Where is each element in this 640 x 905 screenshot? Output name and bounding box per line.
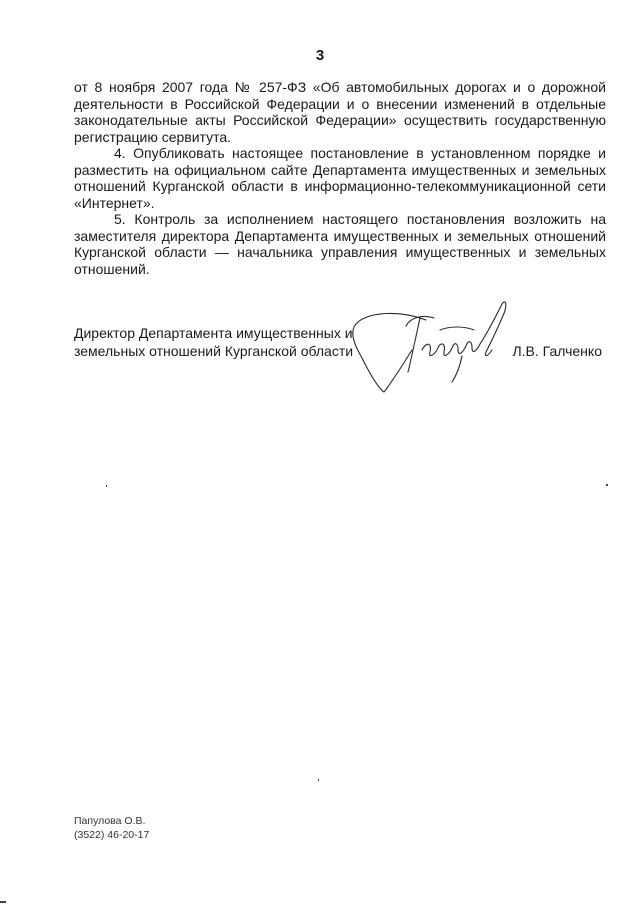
executor-name: Папулова О.В. xyxy=(74,815,146,827)
paragraph-control: 5. Контроль за исполнением настоящего постановления возложить на заместителя директора Департамента имущественных и земельных отношений Курганской области — начальника управления имущественных и земельных отношений. xyxy=(74,211,606,277)
executor-info xyxy=(74,814,149,842)
scan-speck xyxy=(106,485,107,487)
signatory-position xyxy=(74,324,353,360)
handwritten-signature xyxy=(340,296,510,406)
signer-name: Л.В. Галченко xyxy=(512,343,602,359)
page-number: 3 xyxy=(315,47,325,64)
scan-speck xyxy=(0,901,6,903)
paragraph-publish: 4. Опубликовать настоящее постановление в установленном порядке и разместить на официальном сайте Департамента имущественных и земельных отношений Курганской области в информационно-телекоммуникационной сети «Интернет». xyxy=(74,145,606,211)
executor-phone: (3522) 46-20-17 xyxy=(74,829,150,841)
position-line-2: земельных отношений Курганской области xyxy=(74,343,354,359)
scan-speck xyxy=(606,484,608,486)
position-line-1: Директор Департамента имущественных и xyxy=(74,325,353,341)
scan-speck xyxy=(318,779,319,781)
document-body xyxy=(74,79,606,277)
paragraph-continuation: от 8 ноября 2007 года № 257-ФЗ «Об автомобильных дорогах и о дорожной деятельности в Российской Федерации и о внесении изменений в отдельные законодательные акты Российской Федерации» осуществить государственную регистрацию сервитута. xyxy=(74,79,606,145)
